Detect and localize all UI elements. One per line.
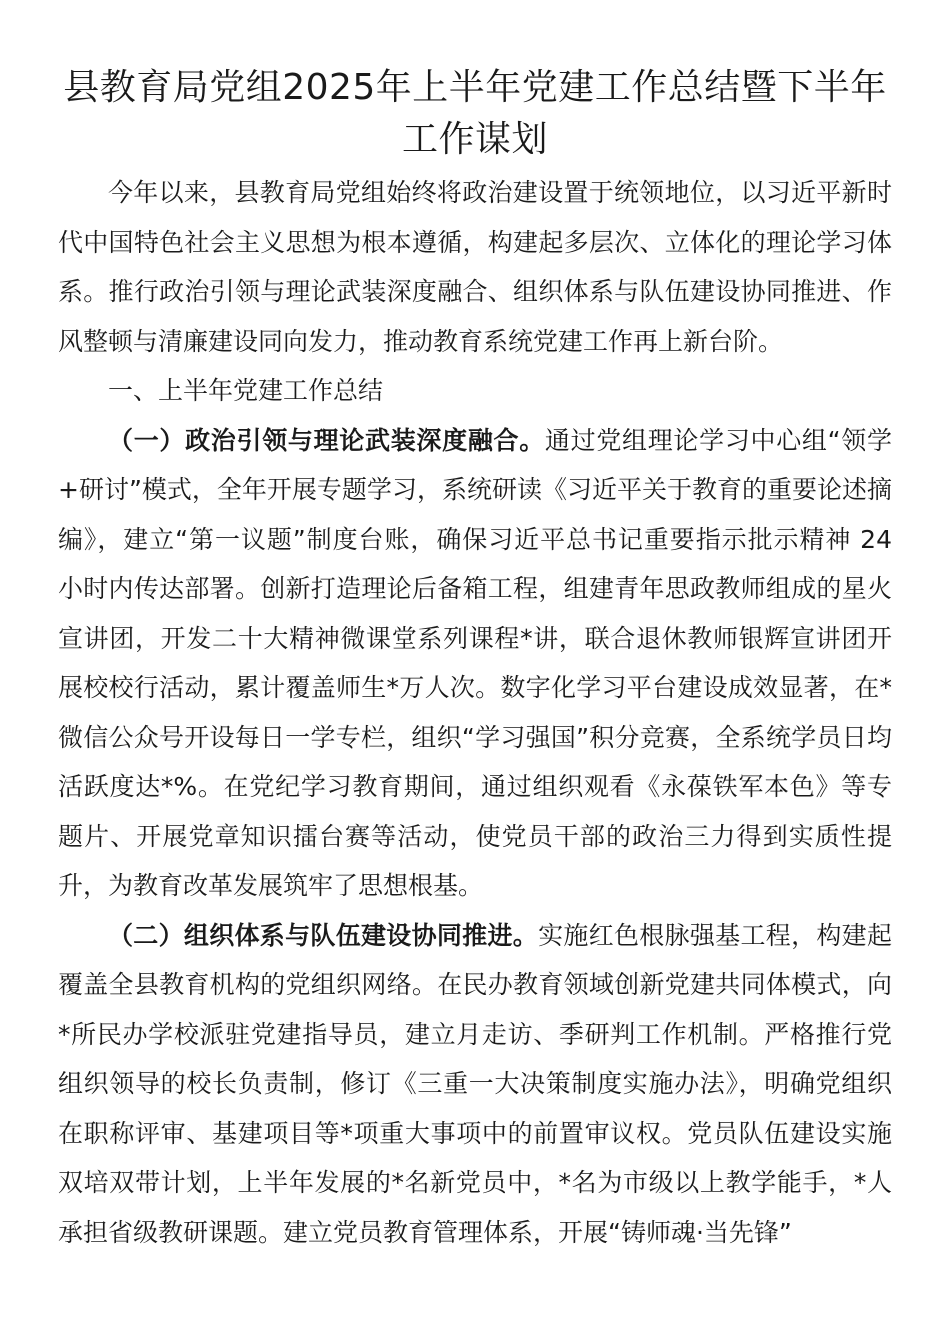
- subsection-1-body: 通过党组理论学习中心组“领学+研讨”模式，全年开展专题学习，系统研读《习近平关于教育的重要论述摘编》，建立“第一议题”制度台账，确保习近平总书记重要指示批示精神 24 小时内传达部署。创新打造理论后备箱工程，组建青年思政教师组成的星火宣讲团，开发二十大精神微课堂系列课程*讲，联合退休教师银辉宣讲团开展校校行活动，累计覆盖师生*万人次。数字化学习平台建设成效显著，在*微信公众号开设每日一学专栏，组织“学习强国”积分竞赛，全系统学员日均活跃度达*%。在党纪学习教育期间，通过组织观看《永葆铁军本色》等专题片、开展党章知识擂台赛等活动，使党员干部的政治三力得到实质性提升，为教育改革发展筑牢了思想根基。: [58, 425, 892, 900]
- subsection-2-body: 实施红色根脉强基工程，构建起覆盖全县教育机构的党组织网络。在民办教育领域创新党建共同体模式，向*所民办学校派驻党建指导员，建立月走访、季研判工作机制。严格推行党组织领导的校长负责制，修订《三重一大决策制度实施办法》，明确党组织在职称评审、基建项目等*项重大事项中的前置审议权。党员队伍建设实施双培双带计划，上半年发展的*名新党员中，*名为市级以上教学能手，*人承担省级教研课题。建立党员教育管理体系，开展“铸师魂·当先锋”: [58, 920, 892, 1247]
- document-page: [58, 62, 892, 1257]
- subsection-1-paragraph: [58, 416, 892, 911]
- subsection-2-heading: （二）组织体系与队伍建设协同推进。: [108, 920, 539, 950]
- title-line-1: 县教育局党组2025年上半年党建工作总结暨下半年: [63, 67, 887, 108]
- section-heading-summary: 一、上半年党建工作总结: [108, 376, 384, 405]
- intro-paragraph: 今年以来，县教育局党组始终将政治建设置于统领地位，以习近平新时代中国特色社会主义思想为根本遵循，构建起多层次、立体化的理论学习体系。推行政治引领与理论武装深度融合、组织体系与队伍建设协同推进、作风整顿与清廉建设同向发力，推动教育系统党建工作再上新台阶。: [58, 178, 892, 356]
- document-title: [58, 62, 892, 166]
- title-line-2: 工作谋划: [401, 119, 548, 160]
- subsection-2-paragraph: [58, 911, 892, 1258]
- subsection-1-heading: （一）政治引领与理论武装深度融合。: [108, 425, 545, 455]
